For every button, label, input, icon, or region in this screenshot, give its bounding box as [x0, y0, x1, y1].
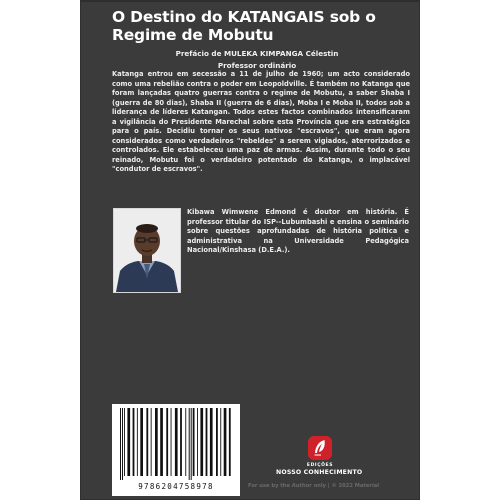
isbn-barcode: [112, 404, 240, 496]
back-cover-blurb: Katanga entrou em secessão a 11 de julho de 1960; um acto considerado como uma rebelião contra o poder em Leopoldville. É também no Katanga que foram lançadas quatro guerras contra o regime de Mobutu, a saber Shaba I (guerra de 80 dias), Shaba II (guerra de 6 dias), Moba I e Moba II, todos sob a liderança de líderes Katangan. Todos estes factos combinados intensificaram a vigilância do Presidente Marechal sobre esta Província que era estratégica para o país. Decidiu tornar os seus nativos "escravos", que eram agora considerados como verdadeiros "rebeldes" a serem vigiados, aterrorizados e controlados. Ele estabeleceu uma paz de armas. Assim, durante todo o seu reinado, Mobutu foi o verdadeiro potentado do Katanga, o implacável "condutor de escravos".: [112, 70, 410, 174]
barcode-bar: [216, 408, 218, 476]
barcode-bar: [140, 408, 143, 476]
barcode-bar: [193, 408, 195, 476]
publisher-logo: [308, 436, 332, 460]
barcode-bar: [229, 408, 231, 476]
barcode-bar: [210, 408, 213, 476]
barcode-bar: [127, 408, 130, 476]
barcode-bar: [171, 408, 172, 476]
barcode-bar: [189, 408, 190, 480]
preface-author: Prefácio de MULEKA KIMPANGA Célestin: [175, 49, 339, 58]
preface-author-role: Professor ordinário: [217, 61, 297, 70]
book-back-cover: [80, 0, 420, 500]
preface-credit: [112, 48, 402, 72]
barcode-icon: [118, 406, 234, 480]
publisher-name: NOSSO CONHECIMENTO: [276, 469, 363, 476]
barcode-bar: [197, 408, 198, 476]
cover-top-edge: [80, 0, 420, 2]
barcode-bar: [155, 408, 158, 476]
author-portrait-icon: [114, 209, 180, 292]
barcode-bar: [185, 408, 186, 476]
barcode-bar: [200, 408, 203, 476]
barcode-bar: [146, 408, 148, 476]
barcode-bar: [133, 408, 135, 476]
barcode-bar: [137, 408, 138, 476]
author-bio: Kibawa Wimwene Edmond é doutor em história. É professor titular do ISP--Lubumbashi e ensina o seminário sobre questões aprofundadas de história política e administrativa na Universidade Pedagógica Nacional/Kinshasa (D.E.A.).: [187, 208, 409, 255]
author-photo: [113, 208, 181, 293]
barcode-bar: [191, 408, 192, 480]
barcode-bar: [220, 408, 221, 476]
isbn-digits: 9786204758978: [138, 482, 214, 491]
copyright-notice: For use by the Author only | © 2022 Material: [248, 483, 380, 489]
barcode-bar: [224, 408, 227, 476]
barcode-bar: [180, 408, 182, 476]
barcode-bar: [124, 408, 125, 476]
book-title: O Destino do KATANGAIS sob o Regime de Mobutu: [112, 8, 376, 44]
barcode-bar: [206, 408, 208, 476]
barcode-bar: [151, 408, 152, 476]
publisher-label-small: EDIÇÕES: [306, 463, 334, 468]
barcode-bar: [120, 408, 121, 480]
barcode-bar: [122, 408, 123, 480]
barcode-bar: [160, 408, 163, 476]
barcode-bar: [166, 408, 168, 476]
quill-icon: [308, 436, 332, 460]
barcode-bar: [175, 408, 178, 476]
